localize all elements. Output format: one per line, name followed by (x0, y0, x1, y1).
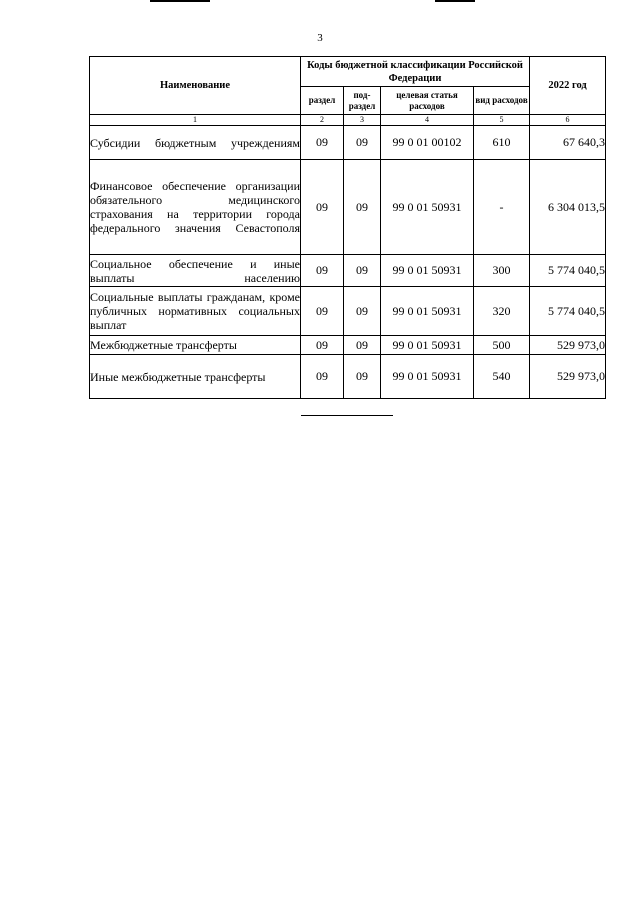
row-name: Иные межбюджетные трансферты (90, 355, 301, 399)
header-section: раздел (301, 87, 344, 115)
table-row (90, 126, 606, 160)
column-number: 4 (381, 115, 474, 126)
row-name: Социальное обеспечение и иные выплаты населению (90, 256, 300, 285)
row-amount: 67 640,3 (530, 126, 606, 160)
top-edge-rule-right (435, 0, 475, 2)
page-number: 3 (317, 32, 323, 44)
row-subsection: 09 (344, 355, 381, 399)
end-of-table-rule (301, 415, 393, 416)
row-target-item: 99 0 01 50931 (381, 255, 474, 287)
column-number: 3 (344, 115, 381, 126)
row-expense-type: 540 (474, 355, 530, 399)
header-codes-group: Коды бюджетной классификации Российской Федерации (301, 57, 530, 87)
table-row (90, 336, 606, 355)
table-row (90, 255, 606, 287)
row-amount: 6 304 013,5 (530, 160, 606, 255)
row-section: 09 (301, 255, 344, 287)
top-edge-rule-left (150, 0, 210, 2)
table-row (90, 287, 606, 336)
column-number: 2 (301, 115, 344, 126)
header-name: Наименование (90, 57, 301, 115)
row-subsection: 09 (344, 126, 381, 160)
row-target-item: 99 0 01 50931 (381, 336, 474, 355)
header-expense-type: вид расходов (474, 87, 530, 115)
row-name: Финансовое обеспечение организации обязательного медицинского страхования на территории города федерального значения Севастополя (90, 160, 301, 255)
column-number: 6 (530, 115, 606, 126)
header-subsection: под-раздел (344, 87, 381, 115)
header-target-item: целевая статья расходов (381, 87, 474, 115)
row-expense-type: 610 (474, 126, 530, 160)
column-number: 1 (90, 115, 301, 126)
row-section: 09 (301, 287, 344, 336)
row-subsection: 09 (344, 160, 381, 255)
table-row (90, 355, 606, 399)
row-section: 09 (301, 336, 344, 355)
row-target-item: 99 0 01 50931 (381, 160, 474, 255)
row-amount: 5 774 040,5 (530, 287, 606, 336)
row-section: 09 (301, 160, 344, 255)
budget-table (89, 56, 606, 399)
row-subsection: 09 (344, 287, 381, 336)
row-target-item: 99 0 01 50931 (381, 287, 474, 336)
row-section: 09 (301, 126, 344, 160)
row-amount: 529 973,0 (530, 336, 606, 355)
row-expense-type: 300 (474, 255, 530, 287)
row-section: 09 (301, 355, 344, 399)
header-year: 2022 год (530, 57, 606, 115)
row-subsection: 09 (344, 336, 381, 355)
table-row (90, 160, 606, 255)
row-expense-type: 500 (474, 336, 530, 355)
row-name: Межбюджетные трансферты (90, 336, 301, 355)
row-expense-type: - (474, 160, 530, 255)
row-target-item: 99 0 01 50931 (381, 355, 474, 399)
row-target-item: 99 0 01 00102 (381, 126, 474, 160)
row-name: Социальные выплаты гражданам, кроме публичных нормативных социальных выплат (90, 287, 301, 336)
column-number: 5 (474, 115, 530, 126)
row-expense-type: 320 (474, 287, 530, 336)
row-amount: 5 774 040,5 (530, 255, 606, 287)
row-amount: 529 973,0 (530, 355, 606, 399)
row-subsection: 09 (344, 255, 381, 287)
row-name: Субсидии бюджетным учреждениям (90, 126, 301, 160)
